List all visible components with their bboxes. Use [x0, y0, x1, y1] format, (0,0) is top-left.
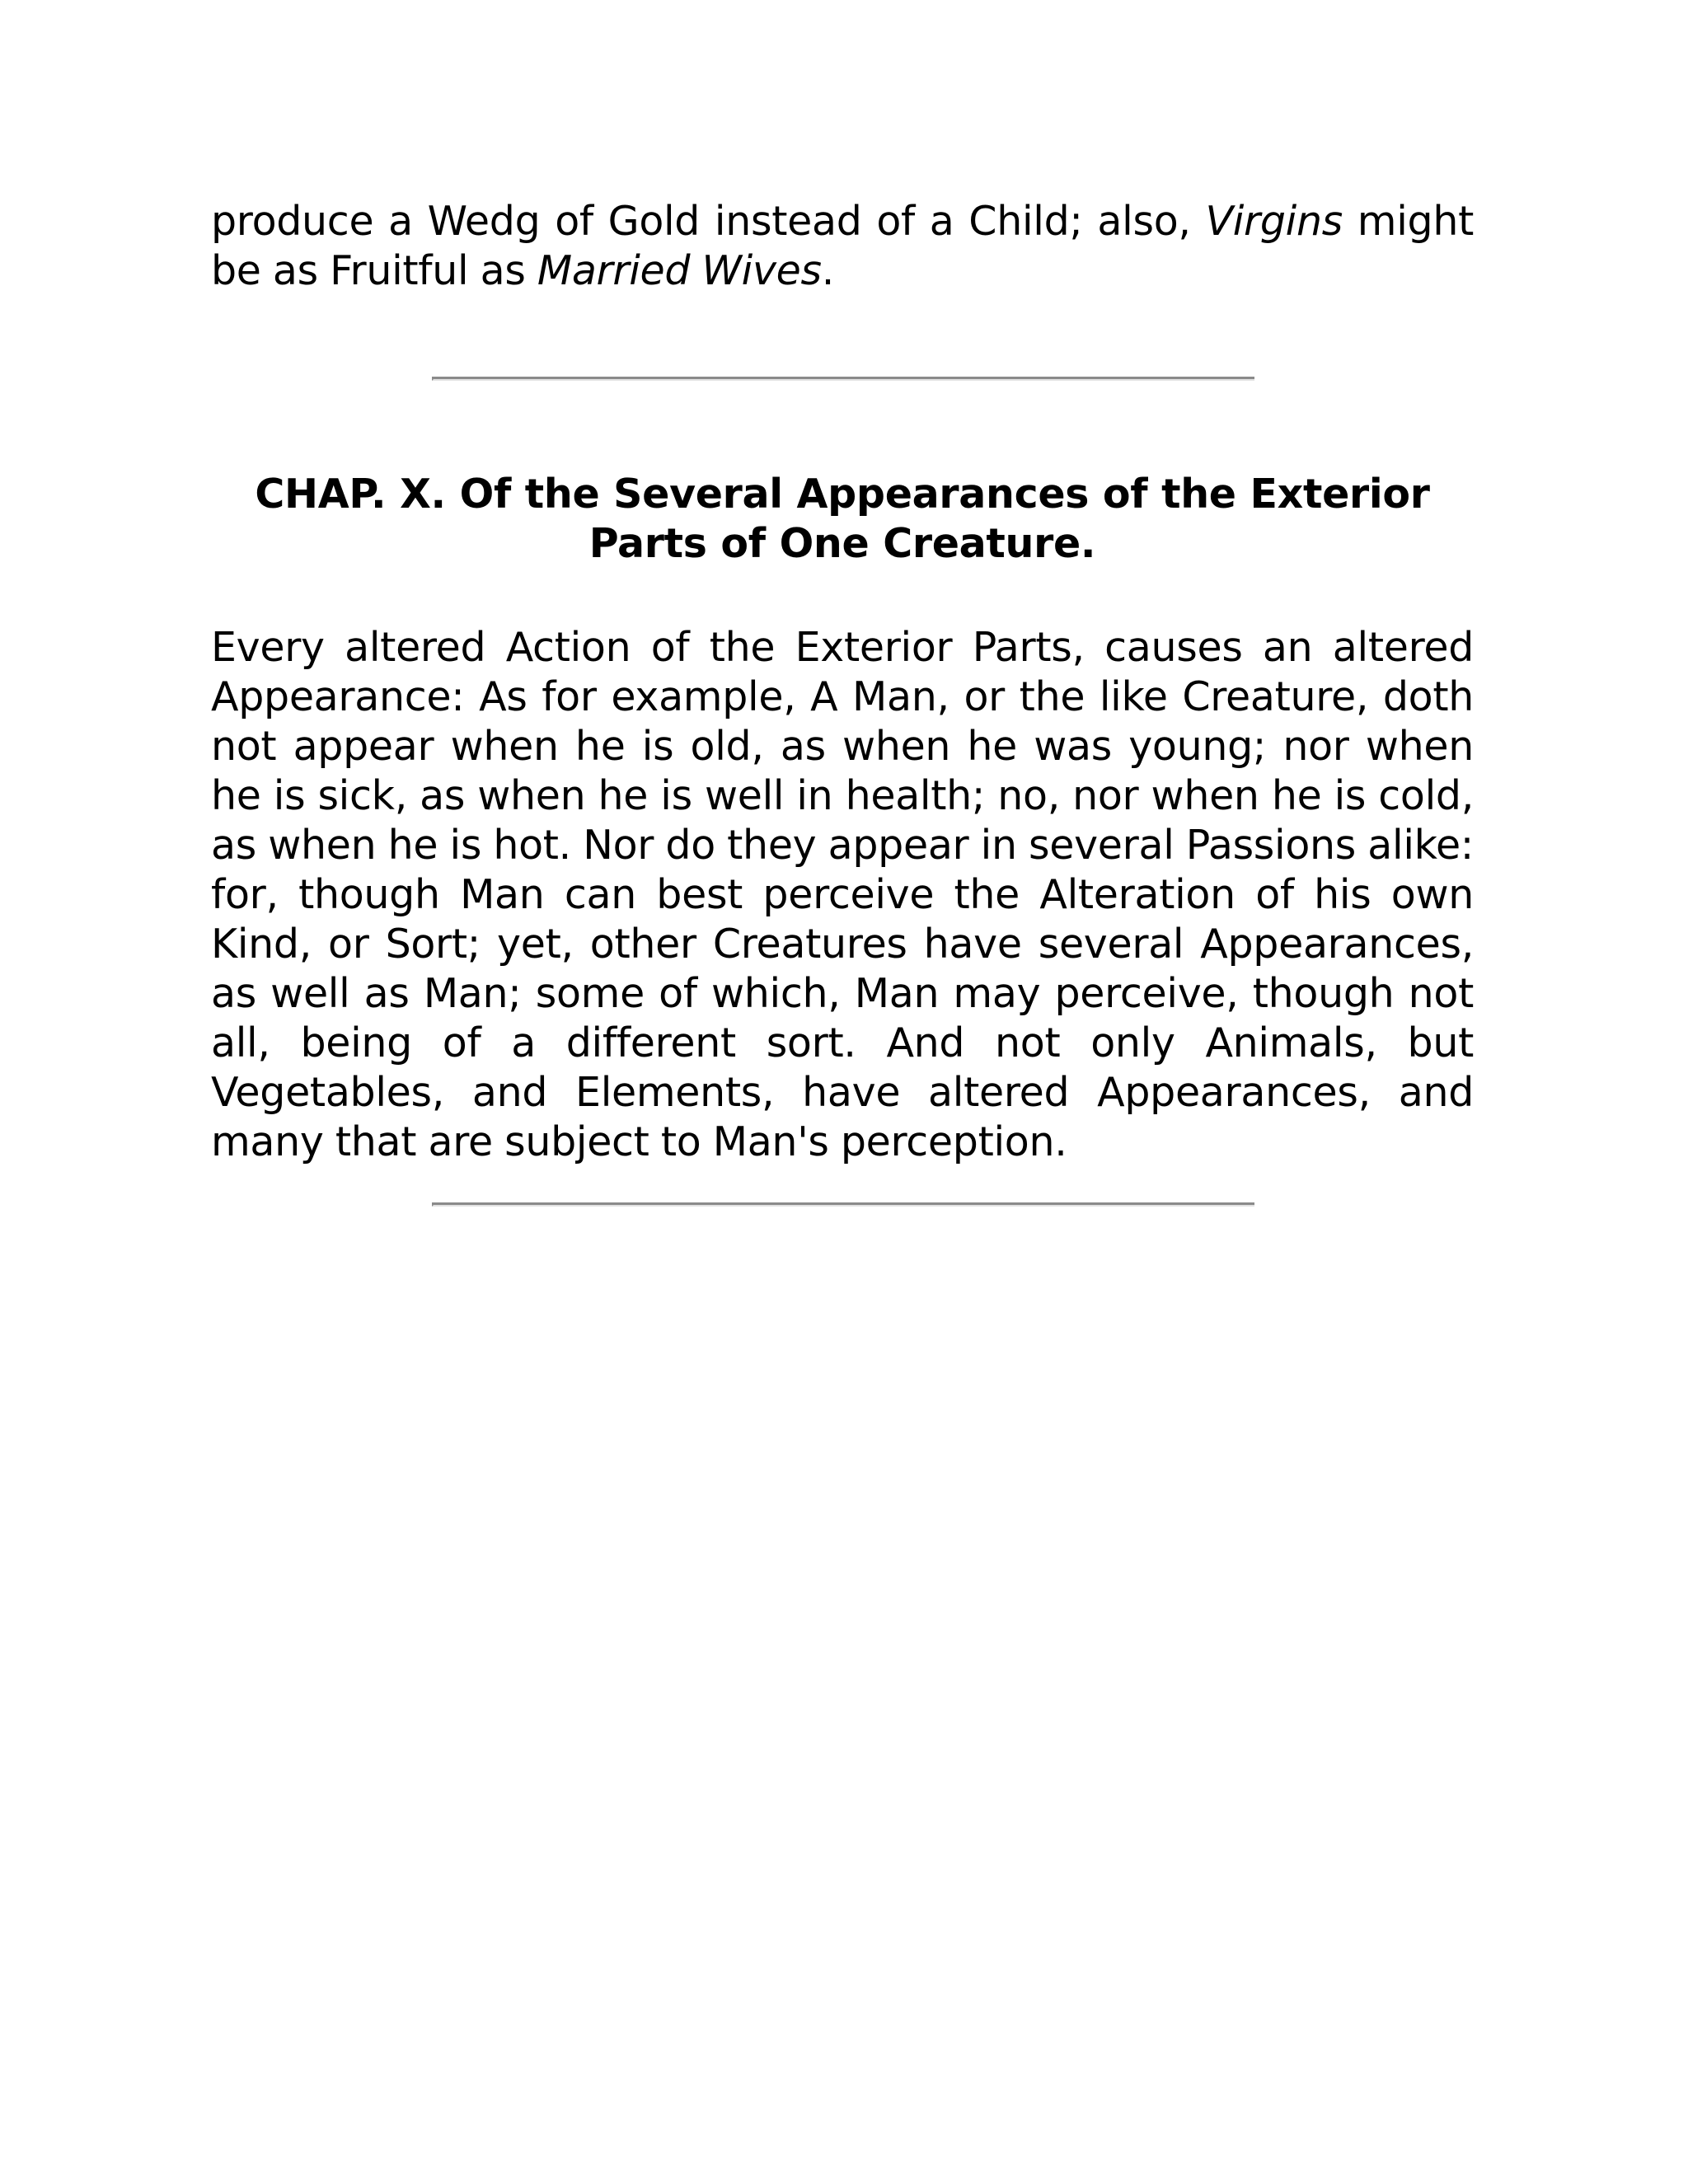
paragraph-text-2: might be as Fruitful as [211, 198, 1475, 294]
paragraph-text-1: produce a Wedg of Gold instead of a Child; also, [211, 198, 1206, 245]
italic-married-wives: Married Wives [537, 247, 822, 294]
paragraph-text-3: . [821, 247, 834, 294]
horizontal-rule [432, 377, 1254, 381]
chapter-body-paragraph: Every altered Action of the Exterior Parts, causes an altered Appearance: As for example, A Man, or the like Creature, doth not appear when he is old, as when he was young; nor when he is sick, as when he is well in health; no, nor when he is cold, as when he is hot. Nor do they appear in several Passions alike: for, though Man can best perceive the Alteration of his own Kind, or Sort; yet, other Creatures have several Appearances, as well as Man; some of which, Man may perceive, though not all, being of a different sort. And not only Animals, but Vegetables, and Elements, have altered Appearances, and many that are subject to Man's perception. [211, 624, 1475, 1165]
horizontal-rule [432, 1202, 1254, 1207]
italic-virgins: Virgins [1205, 198, 1343, 245]
chapter-title: CHAP. X. Of the Several Appearances of the Exterior Parts of One Creature. [255, 471, 1430, 567]
continued-paragraph [211, 197, 1474, 296]
